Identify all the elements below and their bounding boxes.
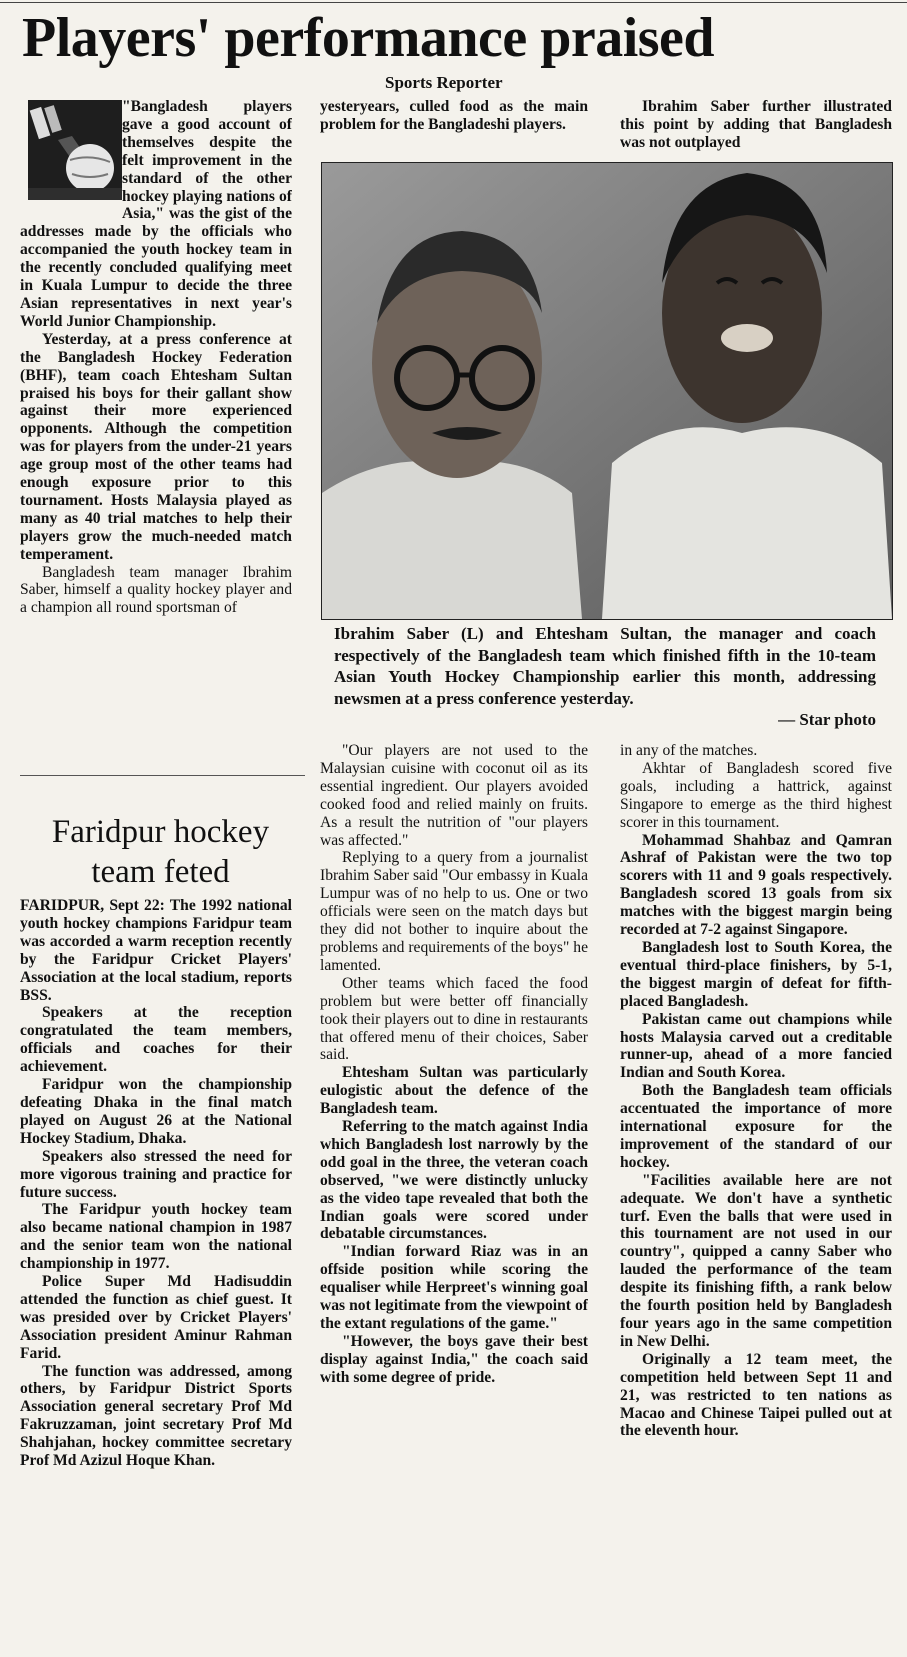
paragraph: Both the Bangladesh team officials accentuated the importance of more international exposure for the improvement of the standard of our hockey. [620, 1082, 892, 1171]
paragraph: FARIDPUR, Sept 22: The 1992 national youth hockey champions Faridpur team was accorded a warm reception recently by the Faridpur Cricket Players' Association at the local stadium, reports BSS. [20, 897, 292, 1004]
paragraph: Speakers also stressed the need for more vigorous training and practice for future success. [20, 1147, 292, 1201]
paragraph: yesteryears, culled food as the main problem for the Bangladeshi players. [320, 98, 588, 133]
main-story-col2 [320, 742, 588, 1650]
main-story-col1 [20, 98, 292, 766]
paragraph: Pakistan came out champions while hosts Malaysia carved out a creditable runner-up, ahead of a more fancied Indian and South Korea. [620, 1010, 892, 1082]
paragraph: Ehtesham Sultan was particularly eulogistic about the defence of the Bangladesh team. [320, 1064, 588, 1118]
paragraph: Akhtar of Bangladesh scored five goals, including a hattrick, against Singapore to emerge as the third highest scorer in this tournament. [620, 759, 892, 831]
paragraph: "Our players are not used to the Malaysian cuisine with coconut oil as its essential ingredient. Our players avoided cooked food and relied mainly on fruits. As a result the nutrition of "our players was affected." [320, 742, 588, 849]
paragraph: "Facilities available here are not adequate. We don't have a synthetic turf. Even the balls that were used in this tournament are not used in our country", quipped a canny Saber who lauded the performance of the team despite its finishing fifth, a rank below the fourth position held by Bangladesh four years ago in the same competition in New Delhi. [620, 1171, 892, 1350]
headline: Players' performance praised [22, 7, 715, 69]
photo-caption [334, 623, 876, 731]
caption-text: Ibrahim Saber (L) and Ehtesham Sultan, the manager and coach respectively of the Bangladesh team which finished fifth in the 10-team Asian Youth Hockey Championship earlier this month, addressing newsmen at a press conference yesterday. [334, 624, 876, 708]
paragraph: Faridpur won the championship defeating Dhaka in the final match played on August 26 at the National Hockey Stadium, Dhaka. [20, 1076, 292, 1147]
second-story-body [20, 897, 292, 1647]
photo-credit: — Star photo [778, 710, 876, 729]
paragraph: Other teams which faced the food problem but were better off financially took their players out to dine in restaurants that offered menu of their choices, Saber said. [320, 974, 588, 1064]
top-rule [0, 2, 907, 3]
paragraph: The Faridpur youth hockey team also became national champion in 1987 and the senior team won the national championship in 1977. [20, 1201, 292, 1273]
paragraph: Mohammad Shahbaz and Qamran Ashraf of Pakistan were the two top scorers with 11 and 9 goals respectively. Bangladesh scored 13 goals from six matches with the biggest margin being recorded at 7-2 against Singapore. [620, 831, 892, 939]
paragraph: Bangladesh lost to South Korea, the eventual third-place finishers, by 5-1, the biggest margin of defeat for fifth-placed Bangladesh. [620, 938, 892, 1010]
paragraph: in any of the matches. [620, 742, 758, 759]
paragraph: Replying to a query from a journalist Ibrahim Saber said "Our embassy in Kuala Lumpur was of no help to us. One or two officials were seen on the match days but they did not bother to inquire about the problems and requirements of the boys" he lamented. [320, 849, 588, 974]
divider [20, 775, 305, 776]
main-story-col3-top [620, 98, 892, 154]
paragraph: Ibrahim Saber further illustrated this point by adding that Bangladesh was not outplayed [620, 98, 892, 151]
paragraph: "Bangladesh players gave a good account of themselves despite the felt improvement in the standard of the other hockey playing nations of Asia," was the gist of the addresses made by the officials who accompanied the youth hockey team in the recently concluded qualifying meet in Kuala Lumpur to decide the three Asian representatives in next year's World Junior Championship. [20, 98, 292, 330]
main-story-col3 [620, 742, 892, 1650]
paragraph: "However, the boys gave their best display against India," the coach said with some degree of pride. [320, 1332, 588, 1386]
paragraph: "Indian forward Riaz was in an offside position while scoring the equaliser while Herpreet's winning goal was not legitimate from the viewpoint of the extant regulations of the game." [320, 1243, 588, 1332]
paragraph: Police Super Md Hadisuddin attended the function as chief guest. It was presided over by Cricket Players' Association president Aminur Rahman Farid. [20, 1273, 292, 1362]
press-conference-photo [321, 162, 893, 620]
paragraph: Referring to the match against India which Bangladesh lost narrowly by the odd goal in the three, the veteran coach observed, "we were distinctly unlucky as the video tape revealed that both the Indian goals were scored under debatable circumstances. [320, 1118, 588, 1243]
paragraph: The function was addressed, among others, by Faridpur District Sports Association general secretary Prof Md Fakruzzaman, joint secretary Prof Md Shahjahan, hockey committee secretary Prof Md Azizul Hoque Khan. [20, 1362, 292, 1470]
byline: Sports Reporter [385, 73, 503, 92]
paragraph: Originally a 12 team meet, the competition held between Sept 11 and 21, was restricted to ten nations as Macao and Chinese Taipei pulled out at the eleventh hour. [620, 1350, 892, 1440]
main-story-col2-top [320, 98, 588, 154]
paragraph: Speakers at the reception congratulated the team members, officials and coaches for their achievement. [20, 1004, 292, 1076]
paragraph: Yesterday, at a press conference at the Bangladesh Hockey Federation (BHF), team coach Ehtesham Sultan praised his boys for their gallant show against their more experienced opponents. Although the competition was for players from the under-21 years age group most of the other teams had enough exposure prior to this tournament. Hosts Malaysia played as many as 40 trial matches to help their players grow the much-needed match temperament. [20, 330, 292, 563]
second-story-headline: Faridpur hockey team feted [51, 814, 270, 890]
paragraph: Bangladesh team manager Ibrahim Saber, himself a quality hockey player and a champion all round sportsman of [20, 563, 292, 617]
logo-float [20, 98, 122, 206]
